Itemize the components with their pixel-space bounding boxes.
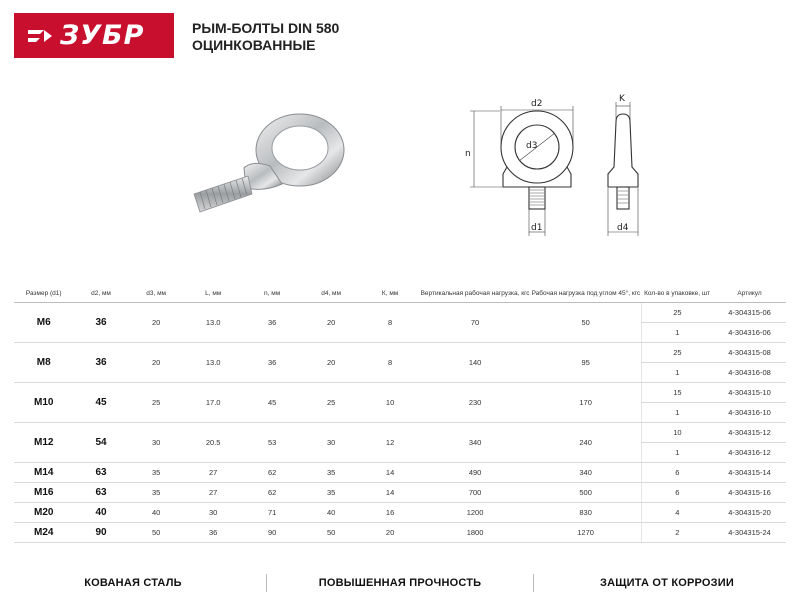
cell-l: 27 xyxy=(184,462,243,482)
cell-d4: 40 xyxy=(302,502,361,522)
cell-pack-qty: 4 xyxy=(641,502,713,522)
cell-vertical-load: 230 xyxy=(420,382,531,422)
cell-pack-qty: 6 xyxy=(641,462,713,482)
cell-l: 20.5 xyxy=(184,422,243,462)
cell-vertical-load: 1800 xyxy=(420,522,531,542)
cell-d4: 20 xyxy=(302,342,361,382)
cell-load-45: 50 xyxy=(531,302,642,342)
cell-load-45: 240 xyxy=(531,422,642,462)
cell-article: 4-304315-20 xyxy=(713,502,786,522)
cell-pack-qty: 6 xyxy=(641,482,713,502)
cell-d3: 25 xyxy=(129,382,184,422)
cell-pack-qty: 1 xyxy=(641,402,713,422)
cell-size: М20 xyxy=(14,502,73,522)
brand-name: ЗУБР xyxy=(60,20,145,51)
col-size: Размер (d1) xyxy=(14,286,73,302)
cell-d3: 40 xyxy=(129,502,184,522)
cell-pack-qty: 10 xyxy=(641,422,713,442)
cell-d4: 25 xyxy=(302,382,361,422)
cell-d4: 30 xyxy=(302,422,361,462)
cell-d2: 40 xyxy=(73,502,128,522)
cell-d4: 35 xyxy=(302,462,361,482)
cell-pack-qty: 15 xyxy=(641,382,713,402)
cell-d3: 20 xyxy=(129,342,184,382)
table-row xyxy=(14,502,786,522)
col-vertical-load: Вертикальная рабочая нагрузка, кгс xyxy=(420,286,531,302)
cell-size: М10 xyxy=(14,382,73,422)
cell-n: 45 xyxy=(243,382,302,422)
table-header-row xyxy=(14,286,786,302)
cell-pack-qty: 25 xyxy=(641,302,713,322)
cell-load-45: 95 xyxy=(531,342,642,382)
cell-l: 30 xyxy=(184,502,243,522)
cell-load-45: 170 xyxy=(531,382,642,422)
eye-bolt-photo xyxy=(190,108,360,228)
cell-d2: 90 xyxy=(73,522,128,542)
cell-article: 4-304315-24 xyxy=(713,522,786,542)
cell-d3: 35 xyxy=(129,462,184,482)
cell-size: М6 xyxy=(14,302,73,342)
cell-k: 14 xyxy=(361,462,420,482)
table-row xyxy=(14,522,786,542)
cell-article: 4-304316-12 xyxy=(713,442,786,462)
label-d3: d3 xyxy=(526,141,538,151)
cell-vertical-load: 340 xyxy=(420,422,531,462)
cell-vertical-load: 70 xyxy=(420,302,531,342)
cell-d3: 30 xyxy=(129,422,184,462)
table-row xyxy=(14,482,786,502)
cell-d4: 20 xyxy=(302,302,361,342)
cell-article: 4-304315-06 xyxy=(713,302,786,322)
cell-k: 8 xyxy=(361,302,420,342)
cell-size: М24 xyxy=(14,522,73,542)
label-n: n xyxy=(465,149,471,159)
cell-article: 4-304315-16 xyxy=(713,482,786,502)
cell-size: М16 xyxy=(14,482,73,502)
cell-load-45: 1270 xyxy=(531,522,642,542)
cell-vertical-load: 1200 xyxy=(420,502,531,522)
cell-d3: 50 xyxy=(129,522,184,542)
table-row xyxy=(14,302,786,322)
col-article: Артикул xyxy=(713,286,786,302)
feature-bar xyxy=(0,566,800,600)
table-row xyxy=(14,462,786,482)
cell-n: 36 xyxy=(243,302,302,342)
cell-size: М8 xyxy=(14,342,73,382)
cell-d4: 50 xyxy=(302,522,361,542)
cell-size: М12 xyxy=(14,422,73,462)
cell-load-45: 500 xyxy=(531,482,642,502)
cell-pack-qty: 1 xyxy=(641,362,713,382)
cell-vertical-load: 490 xyxy=(420,462,531,482)
table-row xyxy=(14,342,786,362)
cell-k: 8 xyxy=(361,342,420,382)
cell-l: 27 xyxy=(184,482,243,502)
cell-d3: 20 xyxy=(129,302,184,342)
cell-vertical-load: 700 xyxy=(420,482,531,502)
cell-pack-qty: 1 xyxy=(641,442,713,462)
col-k: К, мм xyxy=(361,286,420,302)
label-k: K xyxy=(619,94,625,104)
cell-d2: 54 xyxy=(73,422,128,462)
cell-l: 13.0 xyxy=(184,302,243,342)
brand-logo xyxy=(14,13,174,58)
label-d1: d1 xyxy=(531,223,543,233)
table-body xyxy=(14,302,786,542)
col-load-45: Рабочая нагрузка под углом 45°, кгс xyxy=(531,286,642,302)
cell-l: 36 xyxy=(184,522,243,542)
cell-pack-qty: 2 xyxy=(641,522,713,542)
cell-d2: 36 xyxy=(73,342,128,382)
cell-article: 4-304316-06 xyxy=(713,322,786,342)
cell-n: 71 xyxy=(243,502,302,522)
technical-drawing xyxy=(460,92,660,242)
cell-load-45: 340 xyxy=(531,462,642,482)
cell-vertical-load: 140 xyxy=(420,342,531,382)
title-line-2: ОЦИНКОВАННЫЕ xyxy=(192,37,316,53)
cell-n: 53 xyxy=(243,422,302,462)
brand-mark-icon xyxy=(26,24,54,48)
col-l: L, мм xyxy=(184,286,243,302)
title-line-1: РЫМ-БОЛТЫ DIN 580 xyxy=(192,20,340,36)
table-row xyxy=(14,382,786,402)
cell-article: 4-304316-08 xyxy=(713,362,786,382)
label-d2: d2 xyxy=(531,99,543,109)
col-pack-qty: Кол-во в упаковке, шт xyxy=(641,286,713,302)
cell-n: 90 xyxy=(243,522,302,542)
label-d4: d4 xyxy=(617,223,629,233)
cell-pack-qty: 25 xyxy=(641,342,713,362)
cell-article: 4-304315-08 xyxy=(713,342,786,362)
cell-l: 13.0 xyxy=(184,342,243,382)
cell-d2: 36 xyxy=(73,302,128,342)
feature-corrosion-protection: ЗАЩИТА ОТ КОРРОЗИИ xyxy=(600,577,734,589)
cell-d2: 63 xyxy=(73,482,128,502)
cell-n: 36 xyxy=(243,342,302,382)
cell-n: 62 xyxy=(243,462,302,482)
cell-size: М14 xyxy=(14,462,73,482)
cell-pack-qty: 1 xyxy=(641,322,713,342)
table-row xyxy=(14,422,786,442)
cell-d4: 35 xyxy=(302,482,361,502)
cell-load-45: 830 xyxy=(531,502,642,522)
feature-forged-steel: КОВАНАЯ СТАЛЬ xyxy=(84,577,182,589)
cell-article: 4-304315-14 xyxy=(713,462,786,482)
cell-d2: 63 xyxy=(73,462,128,482)
page-title xyxy=(192,20,339,54)
cell-article: 4-304315-10 xyxy=(713,382,786,402)
col-n: n, мм xyxy=(243,286,302,302)
cell-d3: 35 xyxy=(129,482,184,502)
cell-article: 4-304315-12 xyxy=(713,422,786,442)
cell-k: 14 xyxy=(361,482,420,502)
cell-k: 20 xyxy=(361,522,420,542)
cell-k: 16 xyxy=(361,502,420,522)
col-d2: d2, мм xyxy=(73,286,128,302)
cell-article: 4-304316-10 xyxy=(713,402,786,422)
feature-high-strength: ПОВЫШЕННАЯ ПРОЧНОСТЬ xyxy=(318,577,482,589)
col-d4: d4, мм xyxy=(302,286,361,302)
cell-k: 12 xyxy=(361,422,420,462)
col-d3: d3, мм xyxy=(129,286,184,302)
cell-d2: 45 xyxy=(73,382,128,422)
cell-l: 17.0 xyxy=(184,382,243,422)
cell-n: 62 xyxy=(243,482,302,502)
spec-table xyxy=(14,286,786,543)
cell-k: 10 xyxy=(361,382,420,422)
